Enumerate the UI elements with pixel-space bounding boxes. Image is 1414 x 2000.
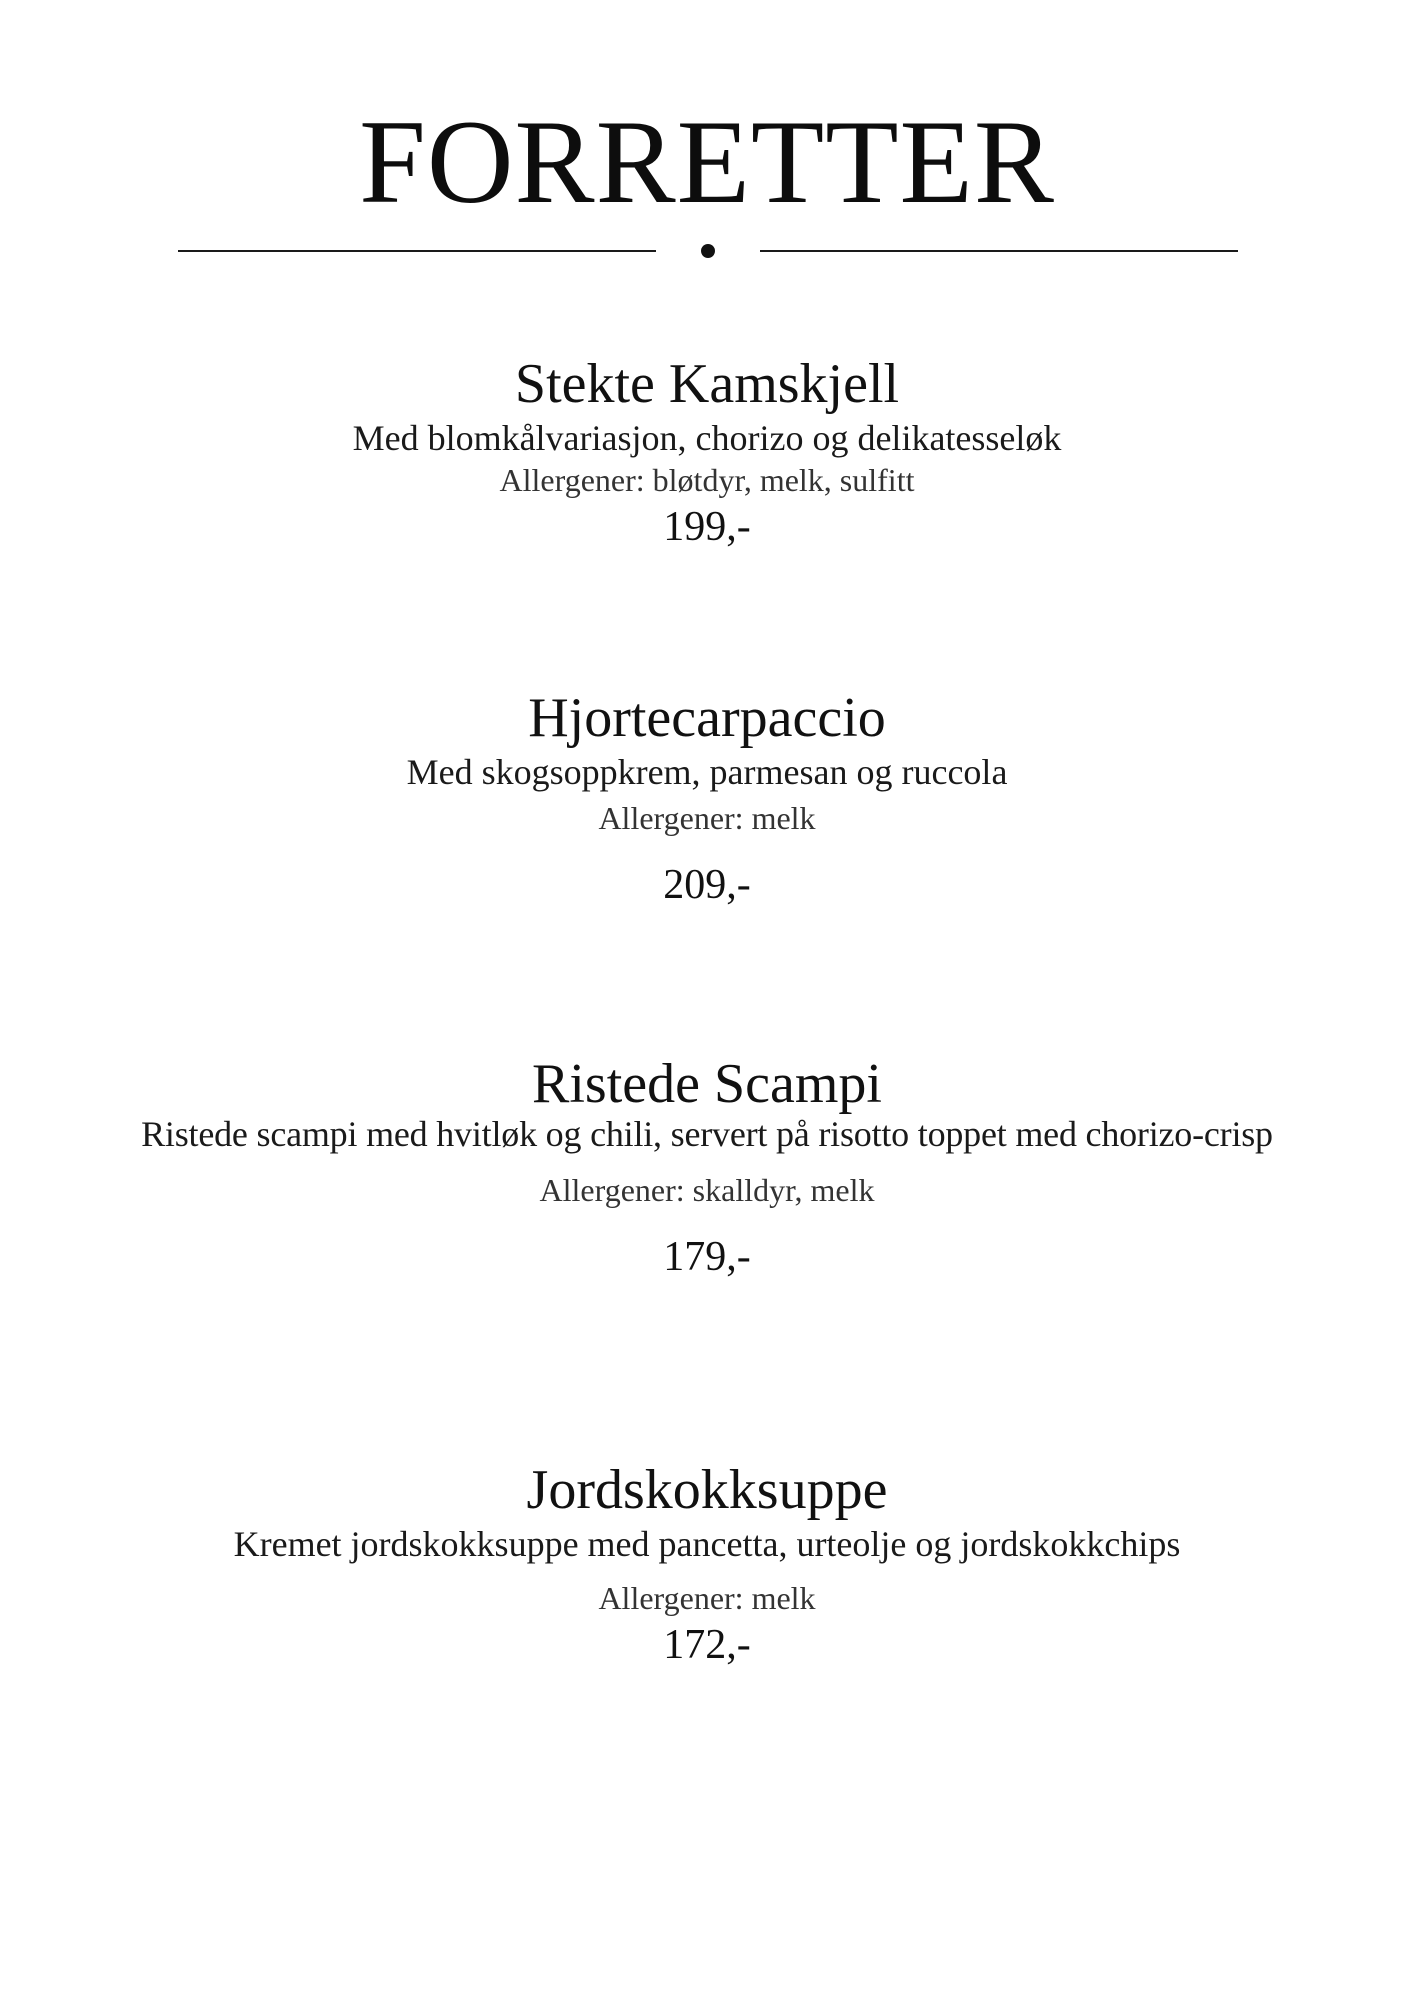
menu-item-hjortecarpaccio (0, 686, 1414, 910)
menu-item-description: Med skogsoppkrem, parmesan og ruccola (406, 752, 1008, 792)
menu-item-description: Kremet jordskokksuppe med pancetta, urteolje og jordskokkchips (233, 1524, 1181, 1564)
menu-item-name: Jordskokksuppe (526, 1459, 888, 1521)
menu-item-name: Ristede Scampi (532, 1053, 882, 1115)
page-title: FORRETTER (359, 95, 1055, 228)
menu-item-ristede-scampi (0, 1052, 1414, 1282)
menu-item-description: Med blomkålvariasjon, chorizo og delikatesseløk (352, 418, 1062, 458)
menu-item-price: 179,- (663, 1234, 751, 1280)
menu-item-allergens: Allergener: melk (598, 1580, 816, 1616)
menu-item-description: Ristede scampi med hvitløk og chili, servert på risotto toppet med chorizo-crisp (141, 1114, 1273, 1154)
menu-item-jordskokksuppe (0, 1458, 1414, 1670)
menu-item-name: Stekte Kamskjell (514, 353, 900, 415)
menu-item-price: 172,- (663, 1622, 751, 1668)
divider-line-right (760, 250, 1238, 252)
menu-item-allergens: Allergener: melk (598, 800, 816, 836)
menu-item-price: 199,- (663, 504, 751, 550)
menu-item-allergens: Allergener: bløtdyr, melk, sulfitt (499, 462, 915, 498)
menu-item-price: 209,- (663, 862, 751, 908)
title-divider (178, 244, 1238, 258)
menu-item-name: Hjortecarpaccio (528, 687, 886, 749)
menu-item-stekte-kamskjell (0, 352, 1414, 552)
divider-dot (701, 244, 715, 258)
divider-line-left (178, 250, 656, 252)
menu-item-allergens: Allergener: skalldyr, melk (539, 1172, 875, 1208)
